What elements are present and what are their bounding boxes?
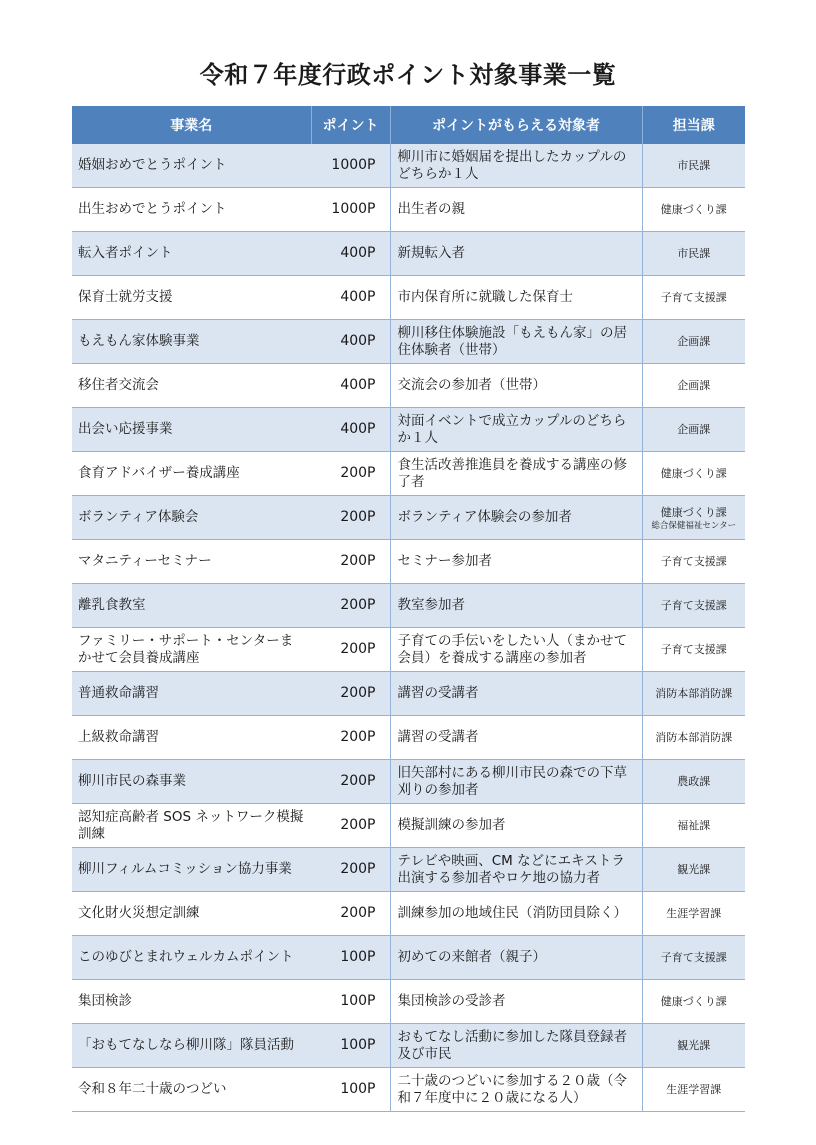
cell-points [311,540,390,584]
cell-target [390,188,642,232]
cell-name-text: 集団検診 [78,993,132,1009]
cell-name-text: 保育士就労支援 [78,289,173,305]
cell-dept-text: 消防本部消防課 [655,731,733,744]
cell-dept-text: 福祉課 [677,819,711,832]
cell-dept-text: 健康づくり課 [660,506,727,519]
cell-target-text: テレビや映画、CM などにエキストラ出演する参加者やロケ地の協力者 [397,852,625,886]
table-row [72,232,745,276]
cell-dept-text: 生涯学習課 [666,1083,722,1096]
header-target: ポイントがもらえる対象者 [390,106,642,144]
cell-name-text: マタニティーセミナー [78,553,212,569]
cell-target [390,892,642,936]
cell-points-text: 200P [340,509,376,525]
cell-name-text: このゆびとまれウェルカムポイント [78,949,294,965]
cell-target-text: 食生活改善推進員を養成する講座の修了者 [397,456,627,490]
cell-points [311,408,390,452]
cell-points-text: 200P [340,773,376,789]
cell-points [311,320,390,364]
cell-dept-text: 生涯学習課 [666,907,722,920]
cell-name [72,540,311,584]
cell-name-text: ボランティア体験会 [78,509,199,525]
cell-target [390,1024,642,1068]
cell-dept [642,628,745,672]
cell-target [390,804,642,848]
cell-name [72,716,311,760]
cell-points [311,496,390,540]
cell-points [311,1068,390,1112]
cell-points [311,232,390,276]
cell-target-text: 市内保育所に就職した保育士 [397,289,573,305]
cell-points [311,144,390,188]
cell-dept-text: 企画課 [677,379,711,392]
cell-dept [642,760,745,804]
cell-target-text: 講習の受講者 [397,729,479,745]
table-row [72,540,745,584]
cell-target [390,980,642,1024]
cell-name-text: 上級救命講習 [78,729,159,745]
cell-points [311,276,390,320]
cell-dept [642,672,745,716]
table-row [72,716,745,760]
cell-name [72,320,311,364]
cell-points-text: 100P [340,1081,376,1097]
table-row [72,144,745,188]
cell-target-text: 新規転入者 [397,245,465,261]
cell-dept-text: 市民課 [677,159,711,172]
cell-name [72,364,311,408]
cell-points-text: 400P [340,421,376,437]
cell-points-text: 100P [340,1037,376,1053]
cell-points-text: 400P [340,333,376,349]
cell-target-text: 出生者の親 [397,201,465,217]
table-row [72,628,745,672]
cell-dept [642,540,745,584]
cell-points-text: 200P [340,465,376,481]
cell-dept [642,320,745,364]
cell-dept-text: 企画課 [677,423,711,436]
cell-name [72,408,311,452]
cell-points [311,716,390,760]
cell-dept-text: 企画課 [677,335,711,348]
cell-name [72,584,311,628]
cell-dept [642,496,745,540]
table-row [72,848,745,892]
header-name: 事業名 [72,106,311,144]
cell-name [72,496,311,540]
cell-name [72,628,311,672]
cell-target-text: 子育ての手伝いをしたい人（まかせて会員）を養成する講座の参加者 [397,632,627,666]
cell-points [311,188,390,232]
cell-dept-text: 子育て支援課 [660,643,727,656]
cell-target-text: 交流会の参加者（世帯） [397,377,546,393]
table-row [72,276,745,320]
cell-name-text: もえもん家体験事業 [78,333,200,349]
cell-points-text: 1000P [331,201,376,217]
cell-name [72,276,311,320]
cell-points-text: 200P [340,641,376,657]
table-row [72,452,745,496]
cell-target [390,672,642,716]
cell-name [72,892,311,936]
cell-name [72,936,311,980]
cell-name-text: 認知症高齢者 SOS ネットワーク模擬訓練 [78,808,304,842]
cell-dept-text: 消防本部消防課 [655,687,733,700]
cell-points-text: 200P [340,905,376,921]
cell-points [311,1024,390,1068]
cell-points-text: 200P [340,553,376,569]
cell-name-text: 令和８年二十歳のつどい [78,1081,227,1097]
cell-name-text: 出会い応援事業 [78,421,173,437]
cell-dept [642,408,745,452]
cell-points-text: 200P [340,597,376,613]
cell-name-text: 柳川市民の森事業 [78,773,186,789]
cell-target [390,716,642,760]
cell-name [72,1068,311,1112]
cell-points-text: 200P [340,685,376,701]
table-row [72,760,745,804]
cell-dept [642,364,745,408]
cell-dept [642,232,745,276]
cell-points-text: 400P [340,377,376,393]
table-row [72,496,745,540]
table-row [72,188,745,232]
table-row [72,584,745,628]
cell-points [311,936,390,980]
cell-name-text: 出生おめでとうポイント [78,201,227,217]
cell-dept [642,716,745,760]
cell-dept-text: 子育て支援課 [660,599,727,612]
cell-dept [642,1068,745,1112]
program-table [72,106,745,1112]
cell-name [72,848,311,892]
cell-target [390,540,642,584]
cell-target [390,276,642,320]
cell-name-text: 文化財火災想定訓練 [78,905,200,921]
cell-name [72,452,311,496]
cell-target [390,584,642,628]
cell-dept-text: 子育て支援課 [660,951,727,964]
cell-target [390,496,642,540]
cell-target [390,364,642,408]
cell-points [311,892,390,936]
cell-target [390,760,642,804]
table-row [72,320,745,364]
cell-target [390,144,642,188]
cell-name [72,144,311,188]
cell-target-text: セミナー参加者 [397,553,492,569]
cell-points [311,452,390,496]
cell-name-text: 婚姻おめでとうポイント [78,157,227,173]
cell-target-text: 柳川市に婚姻届を提出したカップルのどちらか１人 [397,148,627,182]
cell-name [72,1024,311,1068]
cell-target-text: 初めての来館者（親子） [397,949,546,965]
cell-dept-text: 健康づくり課 [660,203,727,216]
table-row [72,1068,745,1112]
cell-name [72,980,311,1024]
table-row [72,408,745,452]
table-row [72,936,745,980]
cell-target [390,452,642,496]
cell-points-text: 400P [340,289,376,305]
cell-dept [642,804,745,848]
cell-points [311,760,390,804]
cell-points [311,584,390,628]
page-title: 令和７年度行政ポイント対象事業一覧 [199,61,617,89]
cell-points-text: 200P [340,861,376,877]
cell-points-text: 400P [340,245,376,261]
cell-target-text: 教室参加者 [397,597,465,613]
cell-target-text: 模擬訓練の参加者 [397,817,506,833]
cell-target-text: おもてなし活動に参加した隊員登録者及び市民 [397,1028,627,1062]
cell-points-text: 200P [340,817,376,833]
cell-target [390,1068,642,1112]
cell-name-text: 食育アドバイザー養成講座 [78,465,240,481]
cell-target [390,408,642,452]
cell-dept-text: 健康づくり課 [660,467,727,480]
cell-target-text: 訓練参加の地域住民（消防団員除く） [397,905,627,921]
cell-name [72,804,311,848]
cell-name-text: 移住者交流会 [78,377,159,393]
table-row [72,892,745,936]
table-row [72,364,745,408]
cell-dept-text: 観光課 [677,863,711,876]
cell-target-text: 柳川移住体験施設「もえもん家」の居住体験者（世帯） [397,324,627,358]
cell-name-text: 転入者ポイント [78,245,173,261]
cell-name [72,232,311,276]
cell-dept-text: 健康づくり課 [660,995,727,1008]
cell-target-text: 旧矢部村にある柳川市民の森での下草刈りの参加者 [397,764,627,798]
cell-name-text: 柳川フィルムコミッション協力事業 [78,861,292,877]
cell-name [72,672,311,716]
cell-dept [642,188,745,232]
table-row [72,672,745,716]
cell-name-text: ファミリー・サポート・センターまかせて会員養成講座 [78,632,294,666]
cell-name-text: 「おもてなしなら柳川隊」隊員活動 [78,1037,294,1053]
cell-target-text: 対面イベントで成立カップルのどちらか１人 [397,412,627,446]
cell-target-text: 集団検診の受診者 [397,993,506,1009]
cell-target-text: 講習の受講者 [397,685,479,701]
cell-dept [642,1024,745,1068]
cell-dept-text: 農政課 [677,775,711,788]
table-row [72,804,745,848]
cell-dept-text: 観光課 [677,1039,711,1052]
cell-dept [642,584,745,628]
cell-target-text: 二十歳のつどいに参加する２０歳（令和７年度中に２０歳になる人） [397,1072,627,1106]
cell-name [72,188,311,232]
table-header-row [72,106,745,144]
cell-target [390,848,642,892]
cell-dept [642,144,745,188]
cell-points [311,628,390,672]
cell-dept [642,936,745,980]
header-dept: 担当課 [642,106,745,144]
cell-dept-text: 子育て支援課 [660,555,727,568]
cell-points-text: 1000P [331,157,376,173]
cell-points [311,980,390,1024]
cell-name [72,760,311,804]
cell-points [311,672,390,716]
cell-target [390,320,642,364]
cell-dept [642,980,745,1024]
header-points: ポイント [311,106,390,144]
cell-target-text: ボランティア体験会の参加者 [397,509,572,525]
cell-points [311,804,390,848]
cell-target [390,628,642,672]
cell-dept [642,892,745,936]
cell-target [390,936,642,980]
cell-name-text: 普通救命講習 [78,685,159,701]
cell-points-text: 100P [340,993,376,1009]
table-row [72,1024,745,1068]
table-row [72,980,745,1024]
cell-dept [642,848,745,892]
cell-dept-sub-text: 総合保健福祉センター [651,521,737,531]
cell-dept [642,276,745,320]
cell-name-text: 離乳食教室 [78,597,146,613]
cell-dept [642,452,745,496]
cell-points-text: 100P [340,949,376,965]
cell-points [311,364,390,408]
cell-points-text: 200P [340,729,376,745]
cell-points [311,848,390,892]
cell-dept-text: 市民課 [677,247,711,260]
cell-dept-text: 子育て支援課 [660,291,727,304]
cell-target [390,232,642,276]
